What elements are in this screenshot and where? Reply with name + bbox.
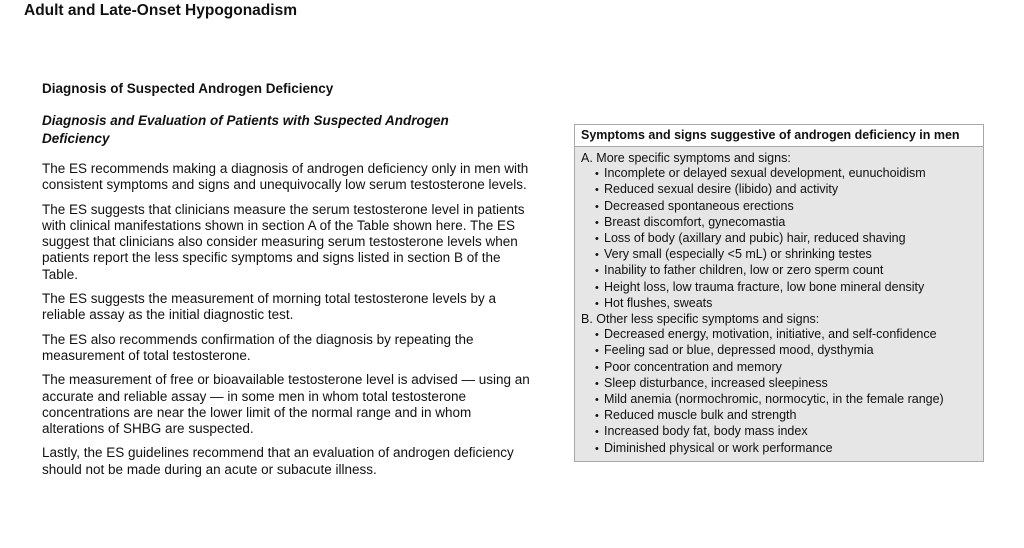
list-item: • Reduced muscle bulk and strength bbox=[595, 408, 977, 424]
list-item: • Decreased energy, motivation, initiative, and self-confidence bbox=[595, 327, 977, 343]
group-a-list bbox=[581, 166, 977, 312]
table-body bbox=[575, 147, 983, 461]
list-item: • Mild anemia (normochromic, normocytic, in the female range) bbox=[595, 392, 977, 408]
list-item: • Very small (especially <5 mL) or shrinking testes bbox=[595, 247, 977, 263]
list-item: • Reduced sexual desire (libido) and activity bbox=[595, 182, 977, 198]
list-item: • Sleep disturbance, increased sleepiness bbox=[595, 376, 977, 392]
group-b-label: B. Other less specific symptoms and signs: bbox=[581, 312, 820, 327]
section-heading: Diagnosis of Suspected Androgen Deficiency bbox=[42, 81, 334, 96]
group-b-list bbox=[581, 327, 977, 457]
paragraph: The ES suggests the measurement of morning total testosterone levels by a reliable assay as the initial diagnostic test. bbox=[42, 291, 496, 323]
list-item: • Diminished physical or work performance bbox=[595, 441, 977, 457]
list-item: • Breast discomfort, gynecomastia bbox=[595, 215, 977, 231]
list-item: • Increased body fat, body mass index bbox=[595, 424, 977, 440]
list-item: • Feeling sad or blue, depressed mood, dysthymia bbox=[595, 343, 977, 359]
paragraph: Lastly, the ES guidelines recommend that an evaluation of androgen deficiency should not be made during an acute or subacute illness. bbox=[42, 445, 514, 477]
list-item: • Decreased spontaneous erections bbox=[595, 199, 977, 215]
sub-heading: Diagnosis and Evaluation of Patients with Suspected Androgen Deficiency bbox=[42, 113, 449, 146]
symptoms-table bbox=[574, 124, 984, 462]
list-item: • Poor concentration and memory bbox=[595, 360, 977, 376]
paragraph: The measurement of free or bioavailable testosterone level is advised — using an accurate and reliable assay — in some men in whom total testosterone concentrations are near the lower limit of the normal range and in whom alterations of SHBG are suspected. bbox=[42, 372, 530, 437]
group-a-label: A. More specific symptoms and signs: bbox=[581, 151, 791, 165]
paragraph: The ES recommends making a diagnosis of androgen deficiency only in men with consistent symptoms and signs and unequivocally low serum testosterone levels. bbox=[42, 161, 529, 193]
list-item: • Loss of body (axillary and pubic) hair, reduced shaving bbox=[595, 231, 977, 247]
slide-title: Adult and Late-Onset Hypogonadism bbox=[24, 2, 297, 19]
list-item: • Inability to father children, low or zero sperm count bbox=[595, 263, 977, 279]
list-item: • Height loss, low trauma fracture, low bone mineral density bbox=[595, 280, 977, 296]
list-item: • Incomplete or delayed sexual development, eunuchoidism bbox=[595, 166, 977, 182]
body-text bbox=[42, 161, 532, 486]
paragraph: The ES also recommends confirmation of the diagnosis by repeating the measurement of total testosterone. bbox=[42, 331, 474, 363]
table-title: Symptoms and signs suggestive of androgen deficiency in men bbox=[575, 125, 983, 147]
list-item: • Hot flushes, sweats bbox=[595, 296, 977, 312]
paragraph: The ES suggests that clinicians measure the serum testosterone level in patients with clinical manifestations shown in section A of the Table shown here. The ES suggest that clinicians also consider measuring serum testosterone levels when patients report the less specific symptoms and signs listed in section B of the Table. bbox=[42, 201, 525, 282]
